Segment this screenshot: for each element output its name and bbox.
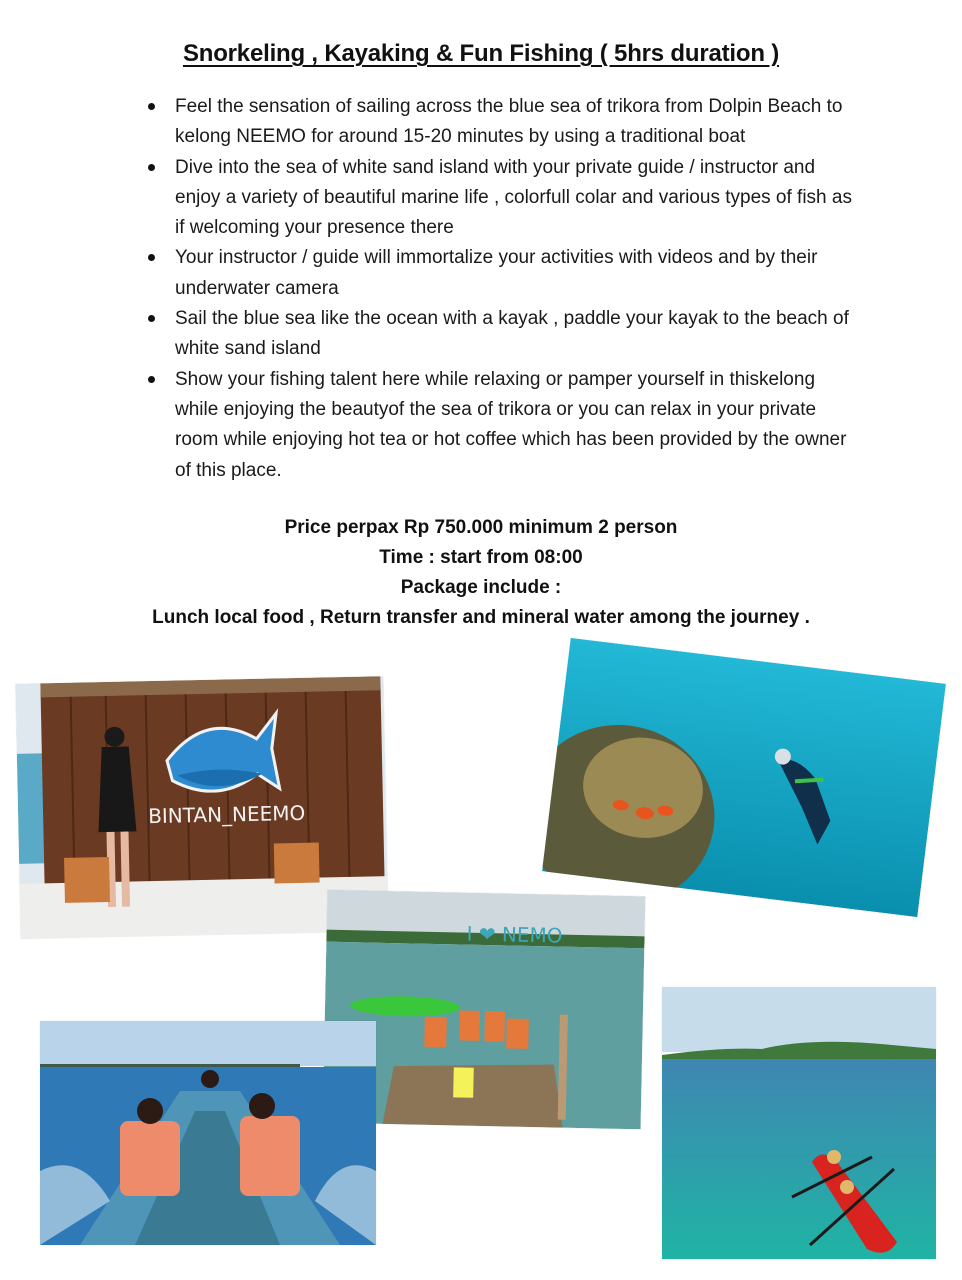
list-item: Feel the sensation of sailing across the blue sea of trikora from Dolpin Beach to kelong NEEMO for around 15-20 minutes by using a traditional boat xyxy=(145,92,855,153)
boat-ride-image xyxy=(40,1021,376,1245)
page-title: Snorkeling , Kayaking & Fun Fishing ( 5hrs duration ) xyxy=(182,40,780,67)
sign-text: BINTAN_NEEMO xyxy=(147,800,306,829)
time-line: Time : start from 08:00 xyxy=(379,547,583,568)
list-item: Sail the blue sea like the ocean with a kayak , paddle your kayak to the beach of white sand island xyxy=(145,304,855,365)
list-item: Show your fishing talent here while relaxing or pamper yourself in thiskelong while enjoying the beautyof the sea of trikora or you can relax in your private room while enjoying hot tea or hot coffee which has been provided by the owner of this place. xyxy=(145,365,855,486)
photo-red-kayak xyxy=(662,987,936,1259)
red-kayak-image xyxy=(662,987,936,1259)
photo-underwater-snorkeling xyxy=(542,638,946,917)
package-items: Lunch local food , Return transfer and mineral water among the journey . xyxy=(152,607,810,628)
list-item: Dive into the sea of white sand island with your private guide / instructor and enjoy a variety of beautiful marine life , colorfull colar and various types of fish as if welcoming your presence there xyxy=(145,153,855,244)
underwater-image xyxy=(542,638,946,917)
nemo-sign: I ❤ NEMO xyxy=(466,921,563,948)
list-item: Your instructor / guide will immortalize your activities with videos and by their underwater camera xyxy=(145,243,855,304)
package-heading: Package include : xyxy=(400,577,562,598)
price-line: Price perpax Rp 750.000 minimum 2 person xyxy=(284,517,678,538)
photo-boat-ride xyxy=(40,1021,376,1245)
activity-list xyxy=(145,92,855,486)
